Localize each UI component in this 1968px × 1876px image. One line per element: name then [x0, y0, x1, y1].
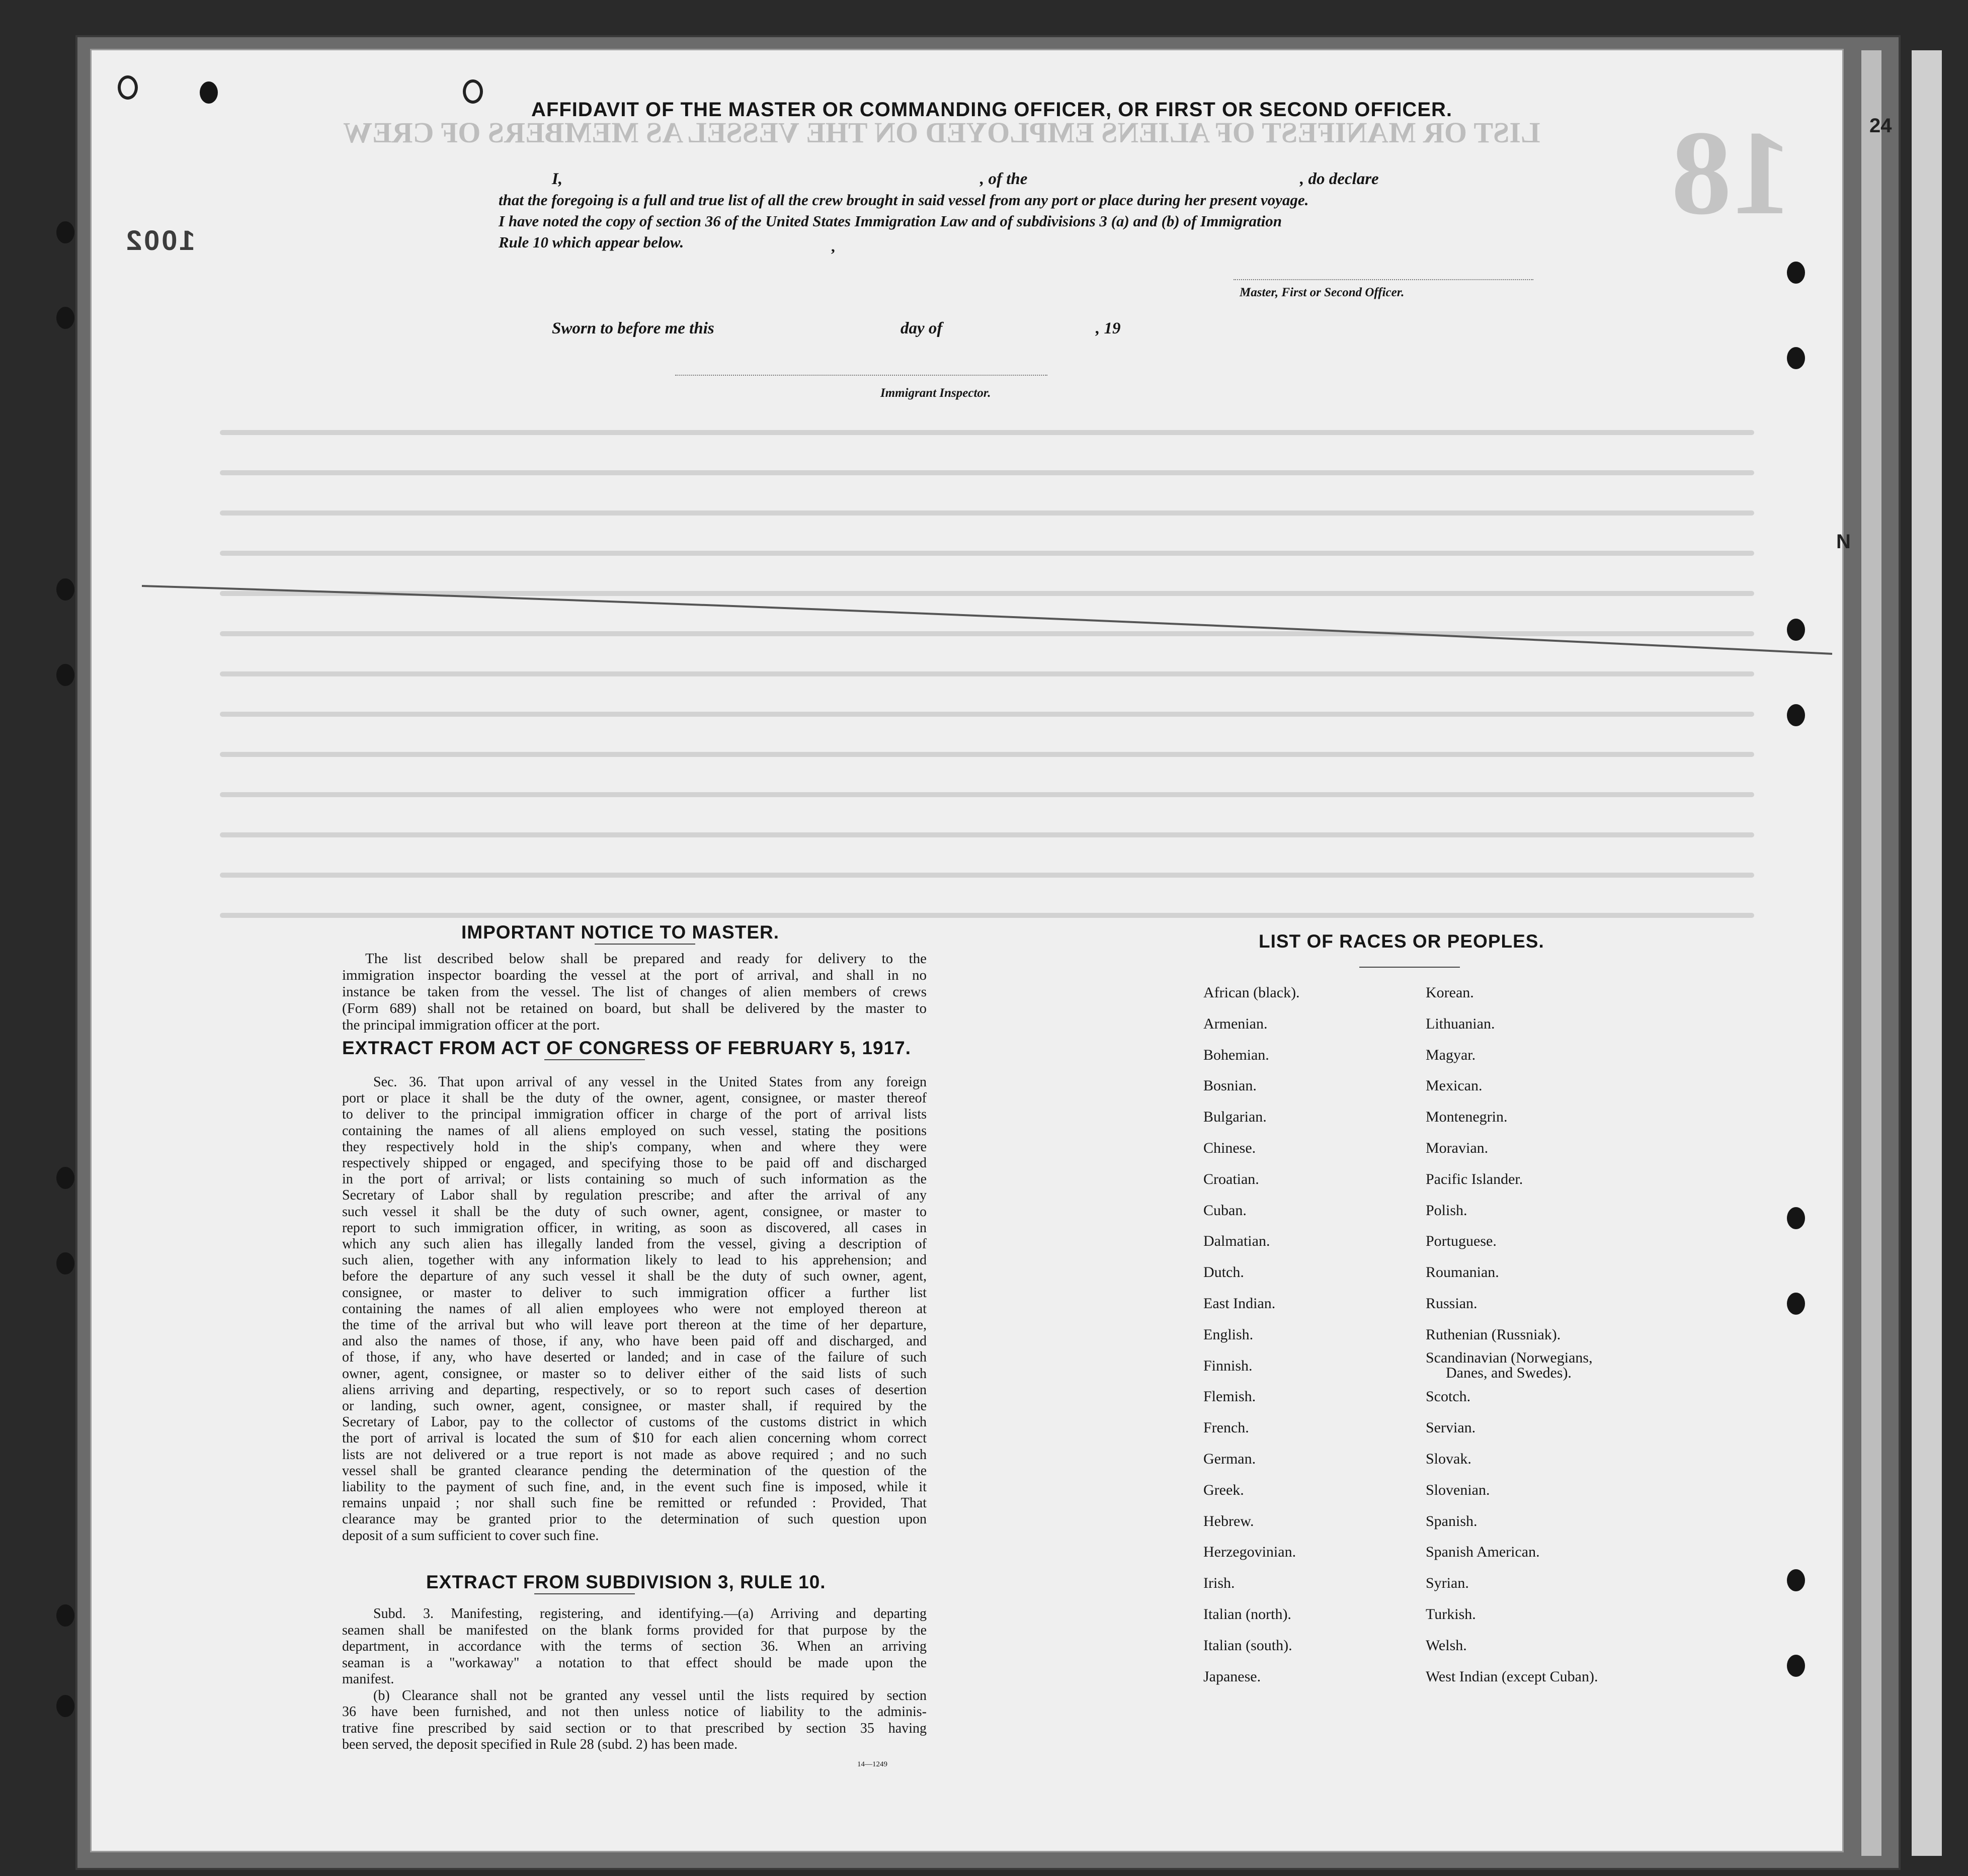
race-item: Russian. — [1426, 1295, 1478, 1312]
race-item: African (black). — [1203, 984, 1300, 1001]
signature-line — [1234, 279, 1533, 280]
race-item: Finnish. — [1203, 1357, 1253, 1374]
race-item: Montenegrin. — [1426, 1108, 1508, 1126]
inspector-line — [675, 375, 1047, 376]
punch-hole — [1787, 1655, 1805, 1677]
punch-hole — [1787, 1207, 1805, 1229]
affidavit-line4: Rule 10 which appear below. — [499, 233, 684, 251]
act-line: aliens arriving and departing, respectively, or so to report such cases of desertion — [342, 1382, 927, 1398]
race-item: Pacific Islander. — [1426, 1170, 1523, 1187]
race-item: Portuguese. — [1426, 1233, 1497, 1250]
act-line: owner, agent, consignee, or master so to deliver either of the said lists of such — [342, 1366, 927, 1382]
races-title: LIST OF RACES OR PEOPLES. — [1259, 931, 1544, 952]
punch-hole — [463, 79, 483, 104]
rule-line: seamen shall be manifested on the blank forms provided for that purpose by the — [342, 1622, 927, 1638]
inspector-label: Immigrant Inspector. — [880, 386, 991, 400]
act-title: EXTRACT FROM ACT OF CONGRESS OF FEBRUARY 5, 1917. — [342, 1038, 912, 1058]
race-item: Scotch. — [1426, 1388, 1471, 1405]
race-item: Italian (south). — [1203, 1637, 1292, 1654]
act-line: such vessel it shall be the duty of such owner, agent, consignee, or master to — [342, 1204, 927, 1220]
race-item: Welsh. — [1426, 1637, 1467, 1654]
act-line: port or place it shall be the duty of the owner, agent, consignee, or master thereof — [342, 1090, 927, 1106]
race-item: Hebrew. — [1203, 1512, 1254, 1529]
rule-line: Subd. 3. Manifesting, registering, and identifying.—(a) Arriving and departing — [373, 1606, 927, 1622]
document-page — [92, 50, 1842, 1851]
act-line: consignee, or master to deliver to such immigration officer a further list — [342, 1285, 927, 1301]
act-line: before the departure of any such vessel it shall be the duty of such owner, agent, — [342, 1268, 927, 1285]
race-item: Moravian. — [1426, 1139, 1489, 1156]
act-line: Secretary of Labor shall by regulation prescribe; and after the arrival of any — [342, 1187, 927, 1204]
notice-line: the principal immigration officer at the port. — [342, 1017, 600, 1033]
race-item: German. — [1203, 1450, 1256, 1467]
race-item: Italian (north). — [1203, 1605, 1291, 1623]
race-item: Slovak. — [1426, 1450, 1471, 1467]
race-item: Roumanian. — [1426, 1264, 1499, 1281]
race-item: Herzegovinian. — [1203, 1544, 1296, 1561]
comma-mark: , — [831, 237, 835, 255]
rule-line: trative fine prescribed by said section or to that prescribed by section 35 having — [342, 1720, 927, 1736]
notice-line: (Form 689) shall not be retained on board, but shall be delivered by the master to — [342, 1000, 927, 1016]
year-label: , 19 — [1096, 319, 1121, 337]
act-line: deposit of a sum sufficient to cover such fine. — [342, 1527, 599, 1544]
rule-rule — [534, 1593, 635, 1594]
rule-line: seaman is a "workaway" a notation to that effect should be made upon the — [342, 1655, 927, 1671]
act-line: containing the names of all alien employees who were not employed thereon at — [342, 1301, 927, 1317]
race-item: English. — [1203, 1326, 1254, 1343]
race-item: Slovenian. — [1426, 1481, 1490, 1498]
act-line: they respectively hold in the ship's company, when and where they were — [342, 1139, 927, 1155]
race-item: Polish. — [1426, 1202, 1467, 1219]
act-line: clearance may be granted prior to the determination of such question upon — [342, 1511, 927, 1527]
act-rule — [544, 1059, 645, 1060]
act-line: containing the names of all aliens employed on such vessel, stating the positions — [342, 1123, 927, 1139]
affidavit-line3: I have noted the copy of section 36 of the United States Immigration Law and of subdivisions 3 (a) and (b) of Immigration — [499, 212, 1282, 230]
race-item: Chinese. — [1203, 1139, 1256, 1156]
rule-line: 36 have been furnished, and not then unless notice of liability to the adminis- — [342, 1704, 927, 1720]
act-line: the time of the arrival but who will leave port thereon at the time of her departure, — [342, 1317, 927, 1333]
race-item: Dutch. — [1203, 1264, 1244, 1281]
act-line: such alien, together with any information likely to lead to his apprehension; and — [342, 1252, 927, 1268]
race-item: Irish. — [1203, 1575, 1235, 1592]
race-item: Servian. — [1426, 1419, 1476, 1436]
punch-hole — [56, 1167, 74, 1189]
race-item: Bulgarian. — [1203, 1108, 1267, 1126]
affidavit-of-the: , of the — [980, 170, 1028, 188]
act-body — [342, 1074, 927, 1544]
race-item: Dalmatian. — [1203, 1233, 1270, 1250]
punch-hole — [56, 221, 74, 243]
race-item — [1426, 1350, 1598, 1382]
act-line: respectively shipped or engaged, and specifying those to be paid off and discharged — [342, 1155, 927, 1171]
act-line: vessel shall be granted clearance pending the determination of the question of the — [342, 1463, 927, 1479]
affidavit-declare: , do declare — [1300, 170, 1379, 188]
race-item: French. — [1203, 1419, 1249, 1436]
act-line: which any such alien has illegally landed from the vessel, giving a description of — [342, 1236, 927, 1252]
punch-hole — [1787, 1569, 1805, 1591]
act-line: of those, if any, who have deserted or landed; and in case of the failure of such — [342, 1349, 927, 1366]
race-item: Flemish. — [1203, 1388, 1256, 1405]
race-item: Cuban. — [1203, 1202, 1247, 1219]
race-item: West Indian (except Cuban). — [1426, 1668, 1598, 1685]
act-line: report to such immigration officer, in writing, as soon as discovered, all cases in — [342, 1220, 927, 1236]
rule-line: department, in accordance with the terms of section 36. When an arriving — [342, 1639, 927, 1654]
side-strip — [1861, 50, 1881, 1856]
act-line: remains unpaid ; nor shall such fine be remitted or refunded : Provided, That — [342, 1495, 927, 1511]
punch-hole — [56, 578, 74, 601]
act-line: liability to the payment of such fine, and, in the event such fine is imposed, while it — [342, 1479, 927, 1495]
act-line: the port of arrival is located the sum of $10 for each alien concerning whom correct — [342, 1430, 927, 1446]
notice-line: immigration inspector boarding the vessel at the port of arrival, and shall in no — [342, 967, 927, 983]
punch-hole — [1787, 704, 1805, 726]
notice-title: IMPORTANT NOTICE TO MASTER. — [461, 922, 780, 943]
punch-hole — [1787, 262, 1805, 284]
act-line: lists are not delivered or a true report is not made as above required ; and no such — [342, 1446, 927, 1463]
notice-body — [342, 951, 927, 1034]
signature-label: Master, First or Second Officer. — [1240, 286, 1405, 299]
punch-hole — [1787, 347, 1805, 369]
side-strip — [1912, 50, 1942, 1856]
notice-rule — [595, 944, 695, 945]
rule-line: been served, the deposit specified in Rule 28 (subd. 2) has been made. — [342, 1737, 738, 1752]
race-item: Armenian. — [1203, 1015, 1268, 1032]
race-item-line: Scandinavian (Norwegians, — [1426, 1349, 1593, 1366]
race-item: Lithuanian. — [1426, 1015, 1495, 1032]
races-rule — [1359, 967, 1460, 968]
punch-hole — [118, 75, 138, 100]
punch-hole — [200, 81, 218, 104]
edge-letter: N — [1836, 531, 1851, 553]
rule-line: (b) Clearance shall not be granted any vessel until the lists required by section — [373, 1687, 927, 1703]
race-item-line: Danes, and Swedes). — [1446, 1365, 1572, 1382]
punch-hole — [56, 664, 74, 686]
race-item: East Indian. — [1203, 1295, 1276, 1312]
races-column-left — [1203, 977, 1300, 1692]
affidavit-line2: that the foregoing is a full and true list of all the crew brought in said vessel from any port or place during her present voyage. — [499, 191, 1309, 209]
punch-hole — [56, 1252, 74, 1274]
races-column-right — [1426, 977, 1598, 1692]
stamp-number: 1002 — [124, 224, 195, 256]
act-line: in the port of arrival; or lists containing so much of such information as the — [342, 1171, 927, 1187]
punch-hole — [1787, 619, 1805, 641]
race-item: Korean. — [1426, 984, 1474, 1001]
rule-title: EXTRACT FROM SUBDIVISION 3, RULE 10. — [426, 1572, 826, 1592]
form-code: 14—1249 — [857, 1760, 887, 1768]
rule-body — [342, 1606, 927, 1753]
punch-hole — [56, 1695, 74, 1717]
ghost-big-number: 18 — [1671, 106, 1792, 239]
act-line: Secretary of Labor, pay to the collector of customs of the customs district in which — [342, 1414, 927, 1430]
punch-hole — [1787, 1293, 1805, 1315]
race-item: Syrian. — [1426, 1575, 1469, 1592]
race-item: Bohemian. — [1203, 1046, 1269, 1063]
race-item: Croatian. — [1203, 1170, 1259, 1187]
punch-hole — [56, 307, 74, 329]
race-item: Greek. — [1203, 1481, 1244, 1498]
race-item: Mexican. — [1426, 1077, 1483, 1094]
act-line: and also the names of those, if any, who have been paid off and discharged, and — [342, 1333, 927, 1349]
affidavit-title: AFFIDAVIT OF THE MASTER OR COMMANDING OFFICER, OR FIRST OR SECOND OFFICER. — [531, 99, 1452, 121]
day-of-label: day of — [900, 319, 943, 337]
notice-line: instance be taken from the vessel. The list of changes of alien members of crews — [342, 984, 927, 1000]
act-line: to deliver to the principal immigration officer in charge of the port of arrival lists — [342, 1106, 927, 1123]
race-item: Spanish American. — [1426, 1544, 1540, 1561]
race-item: Turkish. — [1426, 1605, 1476, 1623]
corner-number: 24 — [1869, 115, 1892, 137]
rule-line: manifest. — [342, 1671, 394, 1687]
race-item: Japanese. — [1203, 1668, 1261, 1685]
ghost-header: LIST OR MANIFEST OF ALIENS EMPLOYED ON THE VESSEL AS MEMBERS OF CREW — [343, 116, 1540, 149]
act-line: or landing, such owner, agent, consignee, or master shall, if required by the — [342, 1398, 927, 1414]
act-line: Sec. 36. That upon arrival of any vessel in the United States from any foreign — [373, 1074, 927, 1090]
race-item: Bosnian. — [1203, 1077, 1257, 1094]
race-item: Spanish. — [1426, 1512, 1478, 1529]
notice-line: The list described below shall be prepared and ready for delivery to the — [365, 951, 927, 967]
sworn-label: Sworn to before me this — [552, 319, 714, 337]
affidavit-i: I, — [552, 170, 563, 188]
punch-hole — [56, 1604, 74, 1627]
race-item: Ruthenian (Russniak). — [1426, 1326, 1561, 1343]
race-item: Magyar. — [1426, 1046, 1476, 1063]
